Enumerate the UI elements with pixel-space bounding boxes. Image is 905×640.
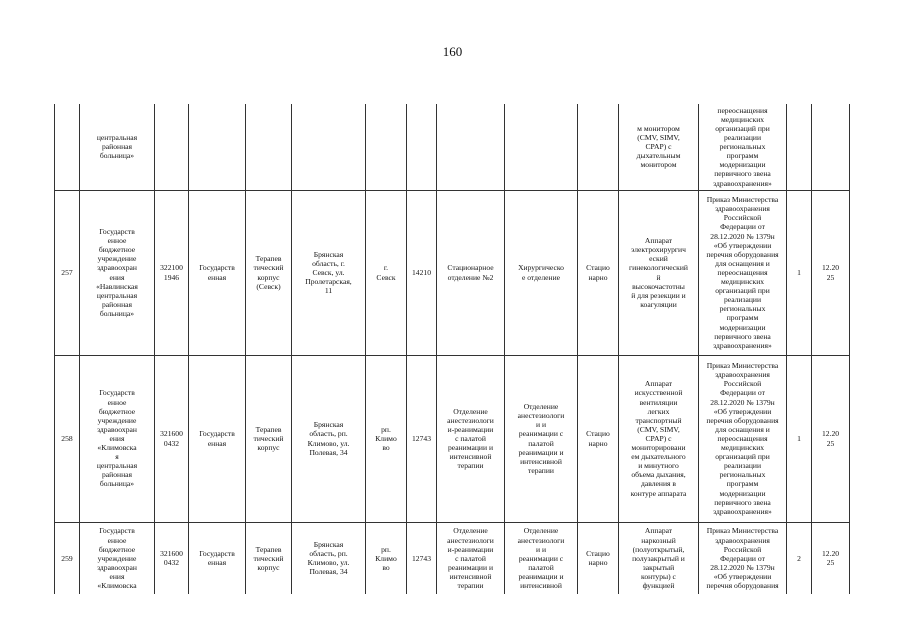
quantity-cell: 1 [787, 355, 812, 522]
care-type-cell: Стацио нарно [578, 522, 619, 594]
ogrn-cell [155, 104, 189, 190]
care-type-cell: Стацио нарно [578, 190, 619, 355]
row-number: 259 [55, 522, 80, 594]
quantity-cell: 2 [787, 522, 812, 594]
ogrn-cell: 322100 1946 [155, 190, 189, 355]
table-row [55, 190, 850, 355]
address-cell: Брянская область, рп. Климово, ул. Полевая, 34 [292, 355, 366, 522]
basis-cell: Приказ Министерства здравоохранения Российской Федерации от 28.12.2020 № 1379н «Об утверждении перечня оборудования для оснащения и переоснащения медицинских организаций при реализации региональных программ модернизации первичного звена здравоохранения» [699, 355, 787, 522]
address-cell: Брянская область, рп. Климово, ул. Полевая, 34 [292, 522, 366, 594]
ogrn-cell: 321600 0432 [155, 355, 189, 522]
care-type-cell: Стацио нарно [578, 355, 619, 522]
building-cell [246, 104, 292, 190]
table-row [55, 104, 850, 190]
building-cell: Терапев тический корпус (Севск) [246, 190, 292, 355]
locality-cell: рп. Климо во [366, 522, 407, 594]
address-cell: Брянская область, г. Севск, ул. Пролетарская, 11 [292, 190, 366, 355]
table-row [55, 355, 850, 522]
code-cell: 12743 [407, 355, 437, 522]
institution-name: Государств енное бюджетное учреждение здравоохран ения «Навлинская центральная районная больница» [80, 190, 155, 355]
department-cell: Стационарное отделение №2 [437, 190, 505, 355]
address-cell [292, 104, 366, 190]
locality-cell [366, 104, 407, 190]
equipment-table [54, 104, 850, 594]
ownership-form-cell: Государств енная [189, 190, 246, 355]
department-cell: Отделение анестезиологи и-реанимации с палатой реанимации и интенсивной терапии [437, 522, 505, 594]
row-number [55, 104, 80, 190]
date-cell [812, 104, 850, 190]
profile-cell: Отделение анестезиологи и и реанимации с палатой реанимации и интенсивной терапии [505, 355, 578, 522]
equipment-cell: Аппарат искусственной вентиляции легких транспортный (CMV, SIMV, CPAP) с мониторировани ем дыхательного и минутного объема дыхания, давления в контуре аппарата [619, 355, 699, 522]
date-cell: 12.20 25 [812, 522, 850, 594]
department-cell: Отделение анестезиологи и-реанимации с палатой реанимации и интенсивной терапии [437, 355, 505, 522]
ownership-form-cell [189, 104, 246, 190]
date-cell: 12.20 25 [812, 190, 850, 355]
ownership-form-cell: Государств енная [189, 522, 246, 594]
quantity-cell [787, 104, 812, 190]
care-type-cell [578, 104, 619, 190]
code-cell [407, 104, 437, 190]
institution-name: центральная районная больница» [80, 104, 155, 190]
institution-name: Государств енное бюджетное учреждение здравоохран ения «Климовска я центральная районная больница» [80, 355, 155, 522]
profile-cell: Хирургическо е отделение [505, 190, 578, 355]
basis-cell: Приказ Министерства здравоохранения Российской Федерации от 28.12.2020 № 1379н «Об утверждении перечня оборудования [699, 522, 787, 594]
row-number: 258 [55, 355, 80, 522]
basis-cell: Приказ Министерства здравоохранения Российской Федерации от 28.12.2020 № 1379н «Об утверждении перечня оборудования для оснащения и переоснащения медицинских организаций при реализации региональных программ модернизации первичного звена здравоохранения» [699, 190, 787, 355]
page-number: 160 [442, 44, 463, 59]
row-number: 257 [55, 190, 80, 355]
quantity-cell: 1 [787, 190, 812, 355]
locality-cell: рп. Климо во [366, 355, 407, 522]
equipment-cell: м монитором (CMV, SIMV, CPAP) с дыхательным монитором [619, 104, 699, 190]
institution-name: Государств енное бюджетное учреждение здравоохран ения «Климовска [80, 522, 155, 594]
building-cell: Терапев тический корпус [246, 355, 292, 522]
profile-cell: Отделение анестезиологи и и реанимации с палатой реанимации и интенсивной [505, 522, 578, 594]
profile-cell [505, 104, 578, 190]
department-cell [437, 104, 505, 190]
date-cell: 12.20 25 [812, 355, 850, 522]
code-cell: 12743 [407, 522, 437, 594]
code-cell: 14210 [407, 190, 437, 355]
equipment-cell: Аппарат наркозный (полуоткрытый, полузакрытый и закрытый контуры) с функцией [619, 522, 699, 594]
ogrn-cell: 321600 0432 [155, 522, 189, 594]
locality-cell: г. Севск [366, 190, 407, 355]
equipment-cell: Аппарат электрохирургич еский гинекологический й высокочастотны й для резекции и коагуляции [619, 190, 699, 355]
basis-cell: переоснащения медицинских организаций при реализации региональных программ модернизации первичного звена здравоохранения» [699, 104, 787, 190]
table-row [55, 522, 850, 594]
ownership-form-cell: Государств енная [189, 355, 246, 522]
building-cell: Терапев тический корпус [246, 522, 292, 594]
